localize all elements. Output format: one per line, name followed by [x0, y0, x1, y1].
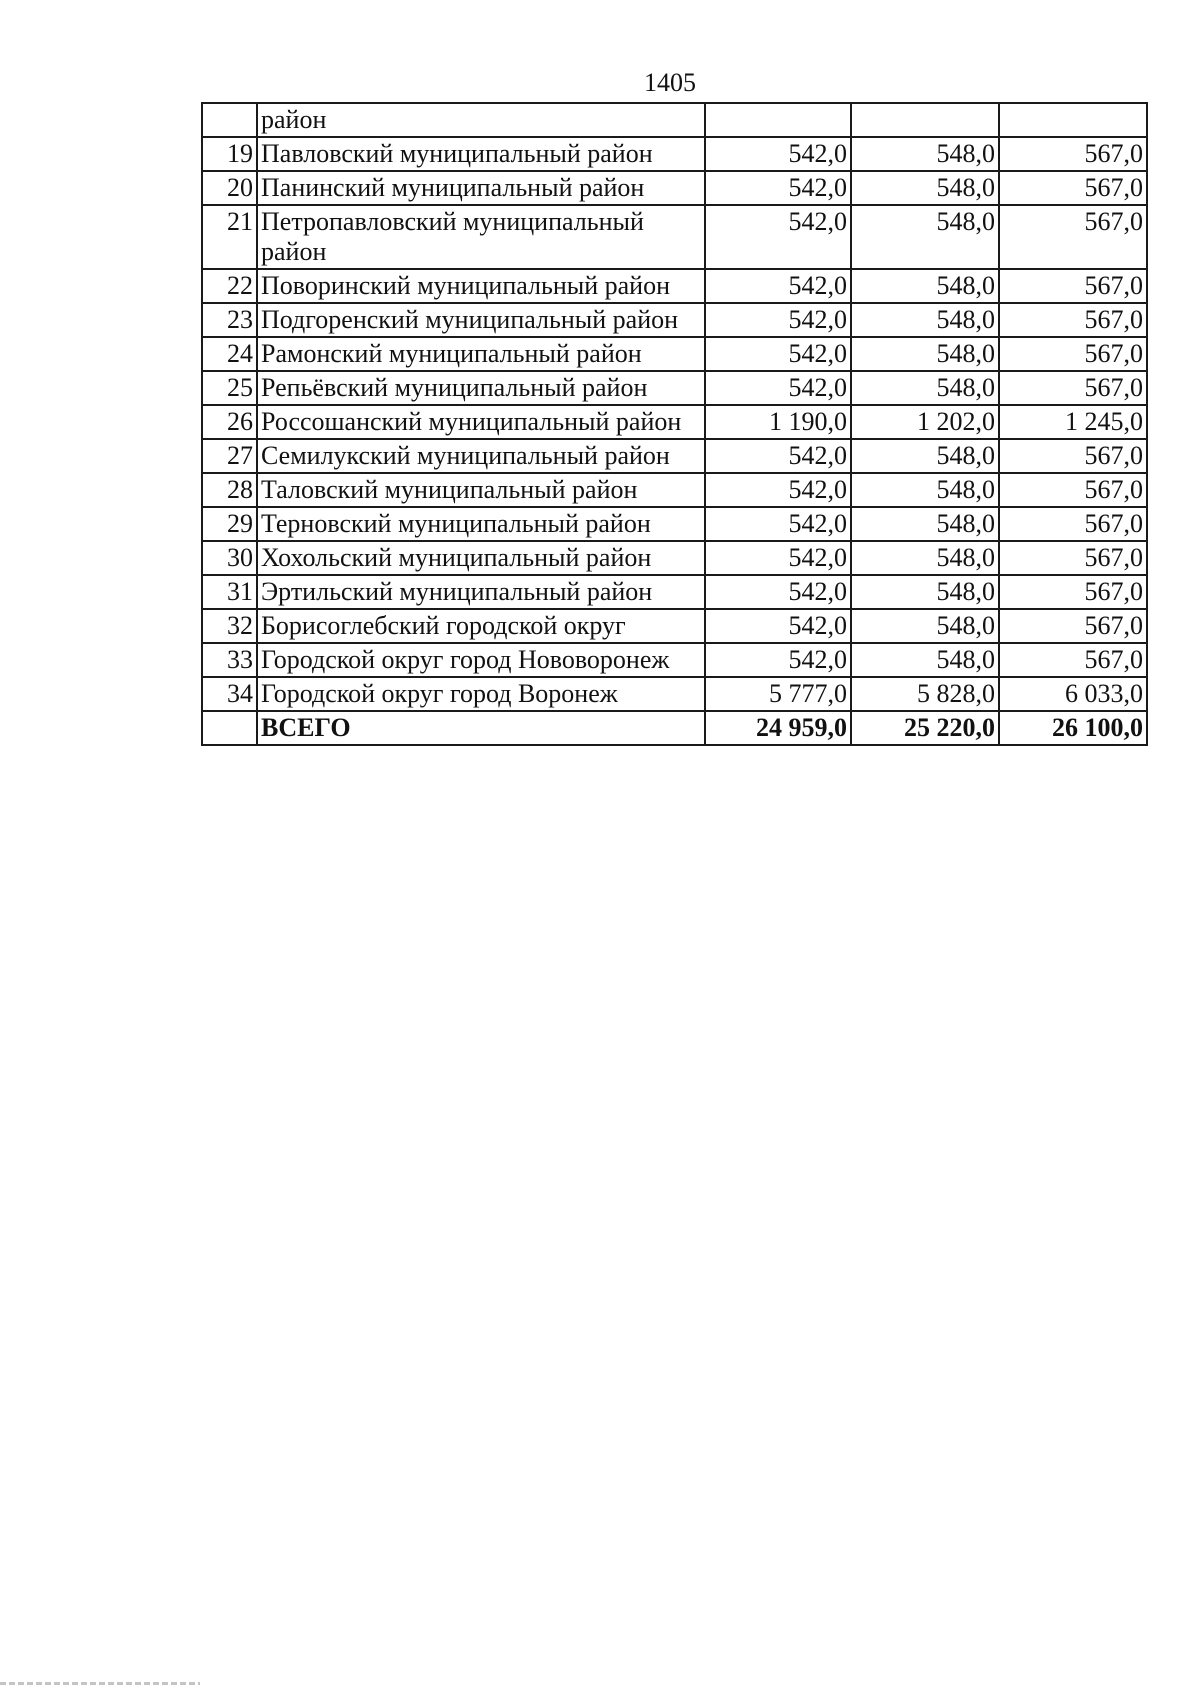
row-name: Терновский муниципальный район	[257, 507, 705, 541]
row-value-3: 567,0	[999, 137, 1147, 171]
row-value-3: 567,0	[999, 643, 1147, 677]
row-value-3: 567,0	[999, 269, 1147, 303]
row-number: 28	[202, 473, 257, 507]
row-value-1: 542,0	[705, 269, 851, 303]
row-value-3: 1 245,0	[999, 405, 1147, 439]
row-number: 30	[202, 541, 257, 575]
table-row	[202, 575, 1147, 609]
row-name: Городской округ город Нововоронеж	[257, 643, 705, 677]
row-value-1: 542,0	[705, 303, 851, 337]
row-value-2: 548,0	[851, 137, 999, 171]
total-number	[202, 711, 257, 745]
row-value-2: 548,0	[851, 205, 999, 269]
row-value-1: 542,0	[705, 541, 851, 575]
row-number: 26	[202, 405, 257, 439]
row-name: Россошанский муниципальный район	[257, 405, 705, 439]
row-value-1: 5 777,0	[705, 677, 851, 711]
table-row	[202, 337, 1147, 371]
row-value-1: 542,0	[705, 609, 851, 643]
row-number: 32	[202, 609, 257, 643]
row-name: Панинский муниципальный район	[257, 171, 705, 205]
row-value-1: 542,0	[705, 171, 851, 205]
total-value-2: 25 220,0	[851, 711, 999, 745]
table-row	[202, 269, 1147, 303]
row-name: Подгоренский муниципальный район	[257, 303, 705, 337]
row-value-1: 542,0	[705, 643, 851, 677]
table-row	[202, 643, 1147, 677]
row-number: 20	[202, 171, 257, 205]
row-name: Борисоглебский городской округ	[257, 609, 705, 643]
row-value-1: 542,0	[705, 137, 851, 171]
row-number: 23	[202, 303, 257, 337]
row-value-1: 542,0	[705, 337, 851, 371]
row-value-2: 548,0	[851, 541, 999, 575]
row-value-3: 567,0	[999, 609, 1147, 643]
table-row	[202, 609, 1147, 643]
row-value-1	[705, 103, 851, 137]
row-name: Репьёвский муниципальный район	[257, 371, 705, 405]
row-number: 24	[202, 337, 257, 371]
row-value-1: 1 190,0	[705, 405, 851, 439]
row-name: Городской округ город Воронеж	[257, 677, 705, 711]
row-name: Поворинский муниципальный район	[257, 269, 705, 303]
row-name: Семилукский муниципальный район	[257, 439, 705, 473]
row-value-3: 567,0	[999, 337, 1147, 371]
total-row	[202, 711, 1147, 745]
row-name: район	[257, 103, 705, 137]
row-value-3: 567,0	[999, 507, 1147, 541]
table-row	[202, 473, 1147, 507]
row-value-2: 548,0	[851, 507, 999, 541]
row-value-3: 567,0	[999, 439, 1147, 473]
row-value-2: 548,0	[851, 303, 999, 337]
row-value-2: 548,0	[851, 643, 999, 677]
row-value-3: 567,0	[999, 473, 1147, 507]
table-row	[202, 171, 1147, 205]
row-number: 22	[202, 269, 257, 303]
table-row	[202, 371, 1147, 405]
table-row	[202, 405, 1147, 439]
total-value-3: 26 100,0	[999, 711, 1147, 745]
row-name: Эртильский муниципальный район	[257, 575, 705, 609]
row-name: Таловский муниципальный район	[257, 473, 705, 507]
total-value-1: 24 959,0	[705, 711, 851, 745]
row-name: Павловский муниципальный район	[257, 137, 705, 171]
row-value-2: 548,0	[851, 171, 999, 205]
scan-artifact	[0, 1682, 200, 1685]
budget-table	[201, 102, 1148, 746]
row-value-2: 5 828,0	[851, 677, 999, 711]
row-value-3: 567,0	[999, 205, 1147, 269]
row-number: 27	[202, 439, 257, 473]
table-row	[202, 205, 1147, 269]
table-row	[202, 677, 1147, 711]
row-value-2: 548,0	[851, 473, 999, 507]
row-value-2: 548,0	[851, 337, 999, 371]
row-value-3: 567,0	[999, 371, 1147, 405]
total-label: ВСЕГО	[257, 711, 705, 745]
row-number: 29	[202, 507, 257, 541]
row-number: 31	[202, 575, 257, 609]
row-number: 25	[202, 371, 257, 405]
row-value-3: 6 033,0	[999, 677, 1147, 711]
table-row	[202, 103, 1147, 137]
table-row	[202, 507, 1147, 541]
table-row	[202, 541, 1147, 575]
row-value-1: 542,0	[705, 205, 851, 269]
row-number: 19	[202, 137, 257, 171]
page-number: 1405	[644, 68, 696, 97]
row-number: 34	[202, 677, 257, 711]
row-value-1: 542,0	[705, 371, 851, 405]
row-value-2: 548,0	[851, 269, 999, 303]
row-name: Рамонский муниципальный район	[257, 337, 705, 371]
row-value-1: 542,0	[705, 439, 851, 473]
row-value-1: 542,0	[705, 473, 851, 507]
row-value-3: 567,0	[999, 171, 1147, 205]
row-value-3: 567,0	[999, 303, 1147, 337]
row-value-2: 548,0	[851, 371, 999, 405]
row-name: Петропавловский муниципальный район	[257, 205, 705, 269]
row-number: 33	[202, 643, 257, 677]
table-row	[202, 137, 1147, 171]
row-number	[202, 103, 257, 137]
row-value-2	[851, 103, 999, 137]
row-name: Хохольский муниципальный район	[257, 541, 705, 575]
row-number: 21	[202, 205, 257, 269]
row-value-2: 548,0	[851, 575, 999, 609]
row-value-2: 1 202,0	[851, 405, 999, 439]
row-value-2: 548,0	[851, 609, 999, 643]
row-value-1: 542,0	[705, 575, 851, 609]
row-value-3: 567,0	[999, 575, 1147, 609]
row-value-1: 542,0	[705, 507, 851, 541]
row-value-2: 548,0	[851, 439, 999, 473]
table-row	[202, 439, 1147, 473]
table-row	[202, 303, 1147, 337]
row-value-3: 567,0	[999, 541, 1147, 575]
row-value-3	[999, 103, 1147, 137]
